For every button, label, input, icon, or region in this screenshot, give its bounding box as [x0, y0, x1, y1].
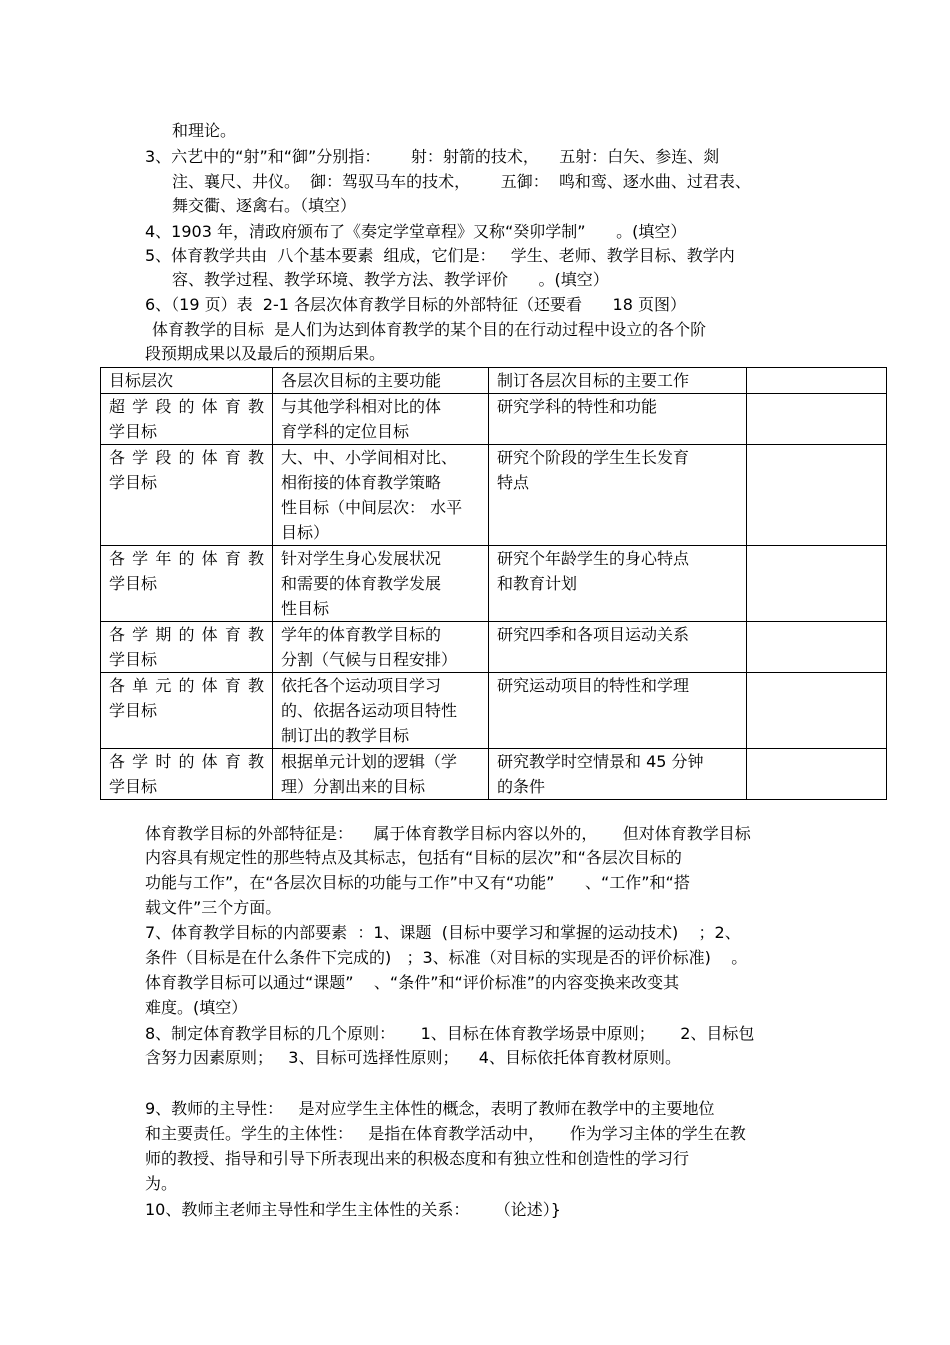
work-cell [489, 394, 747, 445]
cell-text: 目标） [281, 523, 330, 542]
cell-text: 学年的体育教学目标的 [281, 625, 442, 644]
cell-text: 特点 [497, 473, 530, 492]
text-line: 条件（目标是在什么条件下完成的) ；3、标准（对目标的实现是否的评价标准) 。 [145, 948, 748, 967]
cell-text: 的条件 [497, 777, 546, 796]
cell-text: 学目标 [109, 422, 158, 441]
empty-cell [747, 394, 887, 445]
empty-cell [747, 673, 887, 749]
cell-text: 各单元的体育教 [109, 676, 264, 695]
cell-text: 研究个阶段的学生生长发育 [497, 448, 690, 467]
text-line: 10、教师主老师主导性和学生主体性的关系： （论述）} [145, 1200, 561, 1219]
text-line: 9、教师的主导性： 是对应学生主体性的概念，表明了教师在教学中的主要地位 [145, 1099, 715, 1118]
text-line: 体育教学目标可以通过“课题” 、“条件”和“评价标准”的内容变换来改变其 [145, 973, 680, 992]
cell-text: 学目标 [109, 574, 158, 593]
cell-text: 研究学科的特性和功能 [497, 397, 658, 416]
table-header-cell: 制订各层次目标的主要工作 [489, 368, 747, 394]
table-row [101, 622, 887, 673]
text-line: 为。 [145, 1174, 178, 1193]
empty-cell [747, 622, 887, 673]
text-line: 和主要责任。学生的主体性： 是指在体育教学活动中， 作为学习主体的学生在教 [145, 1124, 746, 1143]
cell-text: 各学年的体育教 [109, 549, 264, 568]
table-header-row [101, 368, 887, 394]
text-line: 和理论。 [172, 121, 237, 140]
text-line: 功能与工作”，在“各层次目标的功能与工作”中又有“功能” 、“工作”和“搭 [145, 873, 690, 892]
table-row [101, 673, 887, 749]
cell-text: 和需要的体育教学发展 [281, 574, 442, 593]
text-line: 体育教学目标的外部特征是： 属于体育教学目标内容以外的， 但对体育教学目标 [145, 824, 751, 843]
text-line: 内容具有规定性的那些特点及其标志，包括有“目标的层次”和“各层次目标的 [145, 848, 682, 867]
text-line: 3、六艺中的“射”和“御”分别指： 射：射箭的技术， 五射：白矢、参连、剡 [145, 147, 720, 166]
cell-text: 制订出的教学目标 [281, 726, 410, 745]
text-line: 段预期成果以及最后的预期后果。 [145, 344, 386, 363]
cell-text: 分割（气候与日程安排） [281, 650, 458, 669]
empty-cell [747, 445, 887, 546]
text-line: 载文件”三个方面。 [145, 898, 282, 917]
level-cell [101, 546, 273, 622]
goals-table [100, 367, 887, 800]
level-cell [101, 622, 273, 673]
text-line: 师的教授、指导和引导下所表现出来的积极态度和有独立性和创造性的学习行 [145, 1149, 690, 1168]
work-cell [489, 673, 747, 749]
text-line: 7、体育教学目标的内部要素 ：1、课题 (目标中要学习和掌握的运动技术) ；2、 [145, 923, 741, 942]
cell-text: 理）分割出来的目标 [281, 777, 426, 796]
table-row [101, 445, 887, 546]
cell-text: 的、依据各运动项目特性 [281, 701, 458, 720]
function-cell [273, 546, 489, 622]
empty-cell [747, 749, 887, 800]
function-cell [273, 394, 489, 445]
text-line: 难度。(填空） [145, 998, 248, 1017]
empty-cell [747, 546, 887, 622]
cell-text: 研究教学时空情景和 45 分钟 [497, 752, 704, 771]
text-line: 5、体育教学共由 八个基本要素 组成，它们是： 学生、老师、教学目标、教学内 [145, 246, 735, 265]
table-row [101, 394, 887, 445]
cell-text: 与其他学科相对比的体 [281, 397, 442, 416]
table-header-cell: 各层次目标的主要功能 [273, 368, 489, 394]
cell-text: 研究四季和各项目运动关系 [497, 625, 690, 644]
level-cell [101, 445, 273, 546]
cell-text: 相衔接的体育教学策略 [281, 473, 442, 492]
cell-text: 学目标 [109, 701, 158, 720]
level-cell [101, 749, 273, 800]
level-cell [101, 394, 273, 445]
cell-text: 学目标 [109, 777, 158, 796]
text-line: 含努力因素原则； 3、目标可选择性原则； 4、目标依托体育教材原则。 [145, 1048, 681, 1067]
cell-text: 和教育计划 [497, 574, 578, 593]
cell-text: 育学科的定位目标 [281, 422, 410, 441]
cell-text: 超学段的体育教 [109, 397, 264, 416]
function-cell [273, 749, 489, 800]
cell-text: 学目标 [109, 650, 158, 669]
text-line: 体育教学的目标 是人们为达到体育教学的某个目的在行动过程中设立的各个阶 [152, 320, 707, 339]
cell-text: 学目标 [109, 473, 158, 492]
cell-text: 研究个年龄学生的身心特点 [497, 549, 690, 568]
table-header-cell [747, 368, 887, 394]
cell-text: 性目标（中间层次： 水平 [281, 498, 463, 517]
text-line: 舞交衢、逐禽右。（填空） [172, 196, 357, 215]
function-cell [273, 673, 489, 749]
table-header-cell: 目标层次 [101, 368, 273, 394]
cell-text: 性目标 [281, 599, 330, 618]
work-cell [489, 445, 747, 546]
cell-text: 研究运动项目的特性和学理 [497, 676, 690, 695]
cell-text: 根据单元计划的逻辑（学 [281, 752, 458, 771]
table-row [101, 749, 887, 800]
cell-text: 各学时的体育教 [109, 752, 264, 771]
cell-text: 依托各个运动项目学习 [281, 676, 442, 695]
function-cell [273, 622, 489, 673]
work-cell [489, 749, 747, 800]
text-line: 注、襄尺、井仪。 御：驾驭马车的技术， 五御： 鸣和鸾、逐水曲、过君表、 [172, 172, 751, 191]
text-line: 6、（19 页）表 2-1 各层次体育教学目标的外部特征（还要看 18 页图） [145, 295, 686, 314]
cell-text: 各学期的体育教 [109, 625, 264, 644]
cell-text: 大、中、小学间相对比、 [281, 448, 458, 467]
cell-text: 针对学生身心发展状况 [281, 549, 442, 568]
work-cell [489, 546, 747, 622]
level-cell [101, 673, 273, 749]
function-cell [273, 445, 489, 546]
text-line: 容、教学过程、教学环境、教学方法、教学评价 。(填空） [172, 270, 609, 289]
text-line: 4、1903 年，清政府颁布了《奏定学堂章程》又称“癸卯学制” 。(填空） [145, 222, 687, 241]
cell-text: 各学段的体育教 [109, 448, 264, 467]
text-line: 8、制定体育教学目标的几个原则： 1、目标在体育教学场景中原则； 2、目标包 [145, 1024, 755, 1043]
table-row [101, 546, 887, 622]
work-cell [489, 622, 747, 673]
